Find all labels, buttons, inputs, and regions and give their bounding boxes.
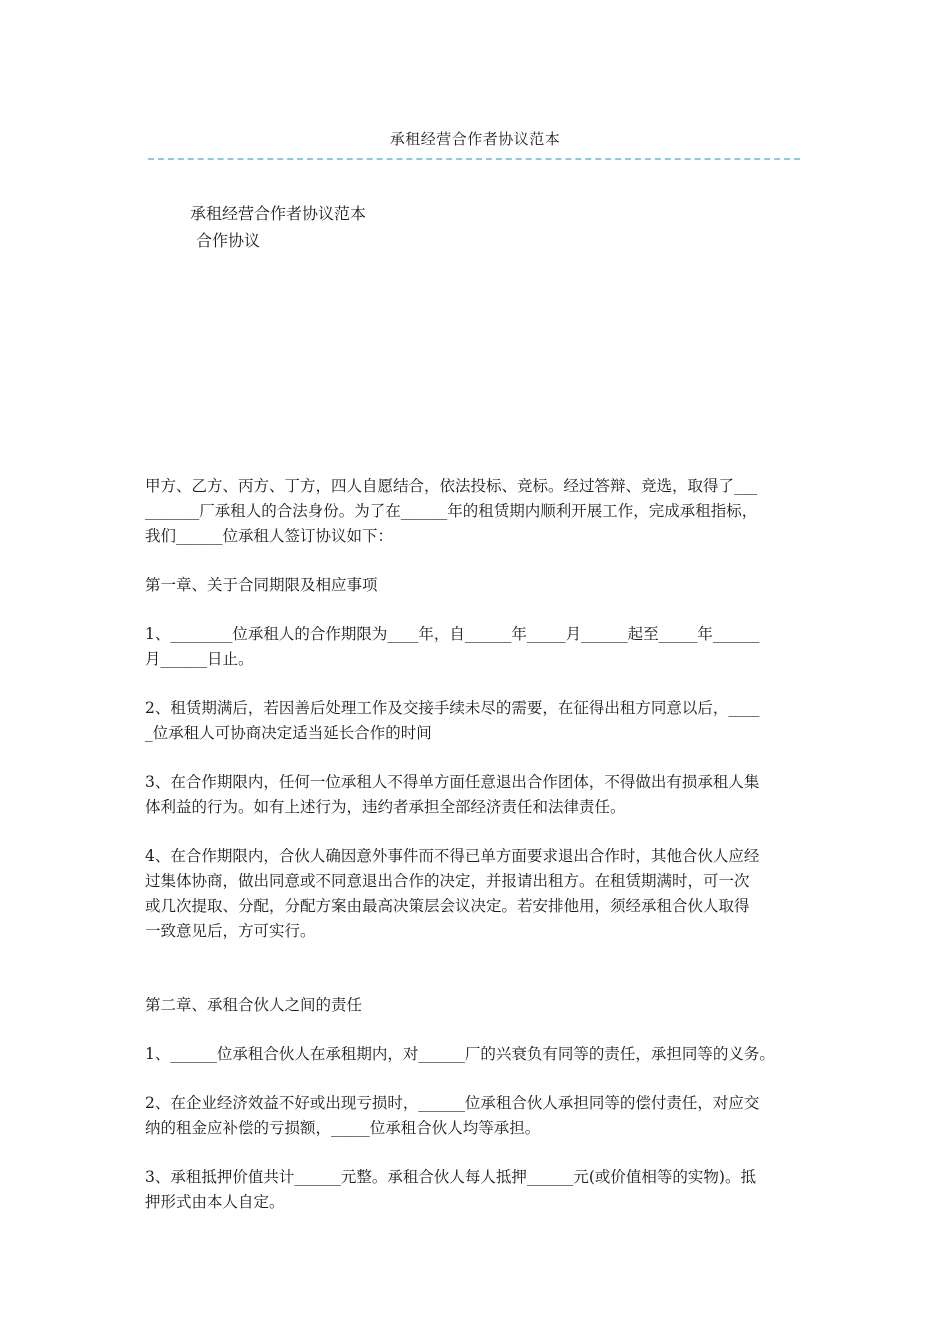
chapter-2-heading: 第二章、承租合伙人之间的责任 — [145, 996, 363, 1014]
chapter-2-item-3-line: 3、承租抵押价值共计______元整。承租合伙人每人抵押______元(或价值相等的实物)。抵 — [145, 1168, 756, 1186]
intro-line: 我们______位承租人签订协议如下： — [145, 527, 394, 545]
page-header-title: 承租经营合作者协议范本 — [389, 130, 561, 148]
chapter-2-item-1-line: 1、______位承租合伙人在承租期内，对______厂的兴衰负有同等的责任，承担同等的义务。 — [145, 1045, 775, 1063]
chapter-1-item-2-line: 2、租赁期满后，若因善后处理工作及交接手续未尽的需要，在征得出租方同意以后，____ — [145, 699, 760, 717]
document-body — [145, 474, 817, 1215]
chapter-2-item-2-line: 2、在企业经济效益不好或出现亏损时，______位承租合伙人承担同等的偿付责任，对应交 — [145, 1094, 760, 1112]
chapter-1-item-3-line: 体利益的行为。如有上述行为，违约者承担全部经济责任和法律责任。 — [145, 798, 626, 816]
chapter-1-item-1-line: 月______日止。 — [145, 650, 254, 668]
document-subtitle: 合作协议 — [196, 231, 261, 250]
chapter-1-item-2-line: _位承租人可协商决定适当延长合作的时间 — [145, 724, 432, 742]
chapter-1-item-4-line: 一致意见后，方可实行。 — [145, 922, 316, 940]
intro-line: 甲方、乙方、丙方、丁方，四人自愿结合，依法投标、竞标。经过答辩、竞选，取得了___ — [145, 477, 758, 495]
document-title: 承租经营合作者协议范本 — [190, 204, 367, 223]
chapter-1-item-4-line: 4、在合作期限内，合伙人确因意外事件而不得已单方面要求退出合作时，其他合伙人应经 — [145, 847, 760, 865]
chapter-1-item-3-line: 3、在合作期限内，任何一位承租人不得单方面任意退出合作团体，不得做出有损承租人集 — [145, 773, 760, 791]
chapter-1-item-1-line: 1、________位承租人的合作期限为____年，自______年_____月______起至_____年______ — [145, 625, 760, 643]
chapter-1-item-4-line: 过集体协商，做出同意或不同意退出合作的决定，并报请出租方。在租赁期满时，可一次 — [145, 872, 750, 890]
chapter-1-item-4-line: 或几次提取、分配，分配方案由最高决策层会议决定。若安排他用，须经承租合伙人取得 — [145, 897, 750, 915]
intro-line: _______厂承租人的合法身份。为了在______年的租赁期内顺利开展工作，完成承租指标， — [145, 502, 758, 520]
header-divider — [148, 158, 800, 160]
chapter-1-heading: 第一章、关于合同期限及相应事项 — [145, 576, 378, 594]
chapter-2-item-3-line: 押形式由本人自定。 — [145, 1193, 285, 1211]
chapter-2-item-2-line: 纳的租金应补偿的亏损额，_____位承租合伙人均等承担。 — [145, 1119, 541, 1137]
